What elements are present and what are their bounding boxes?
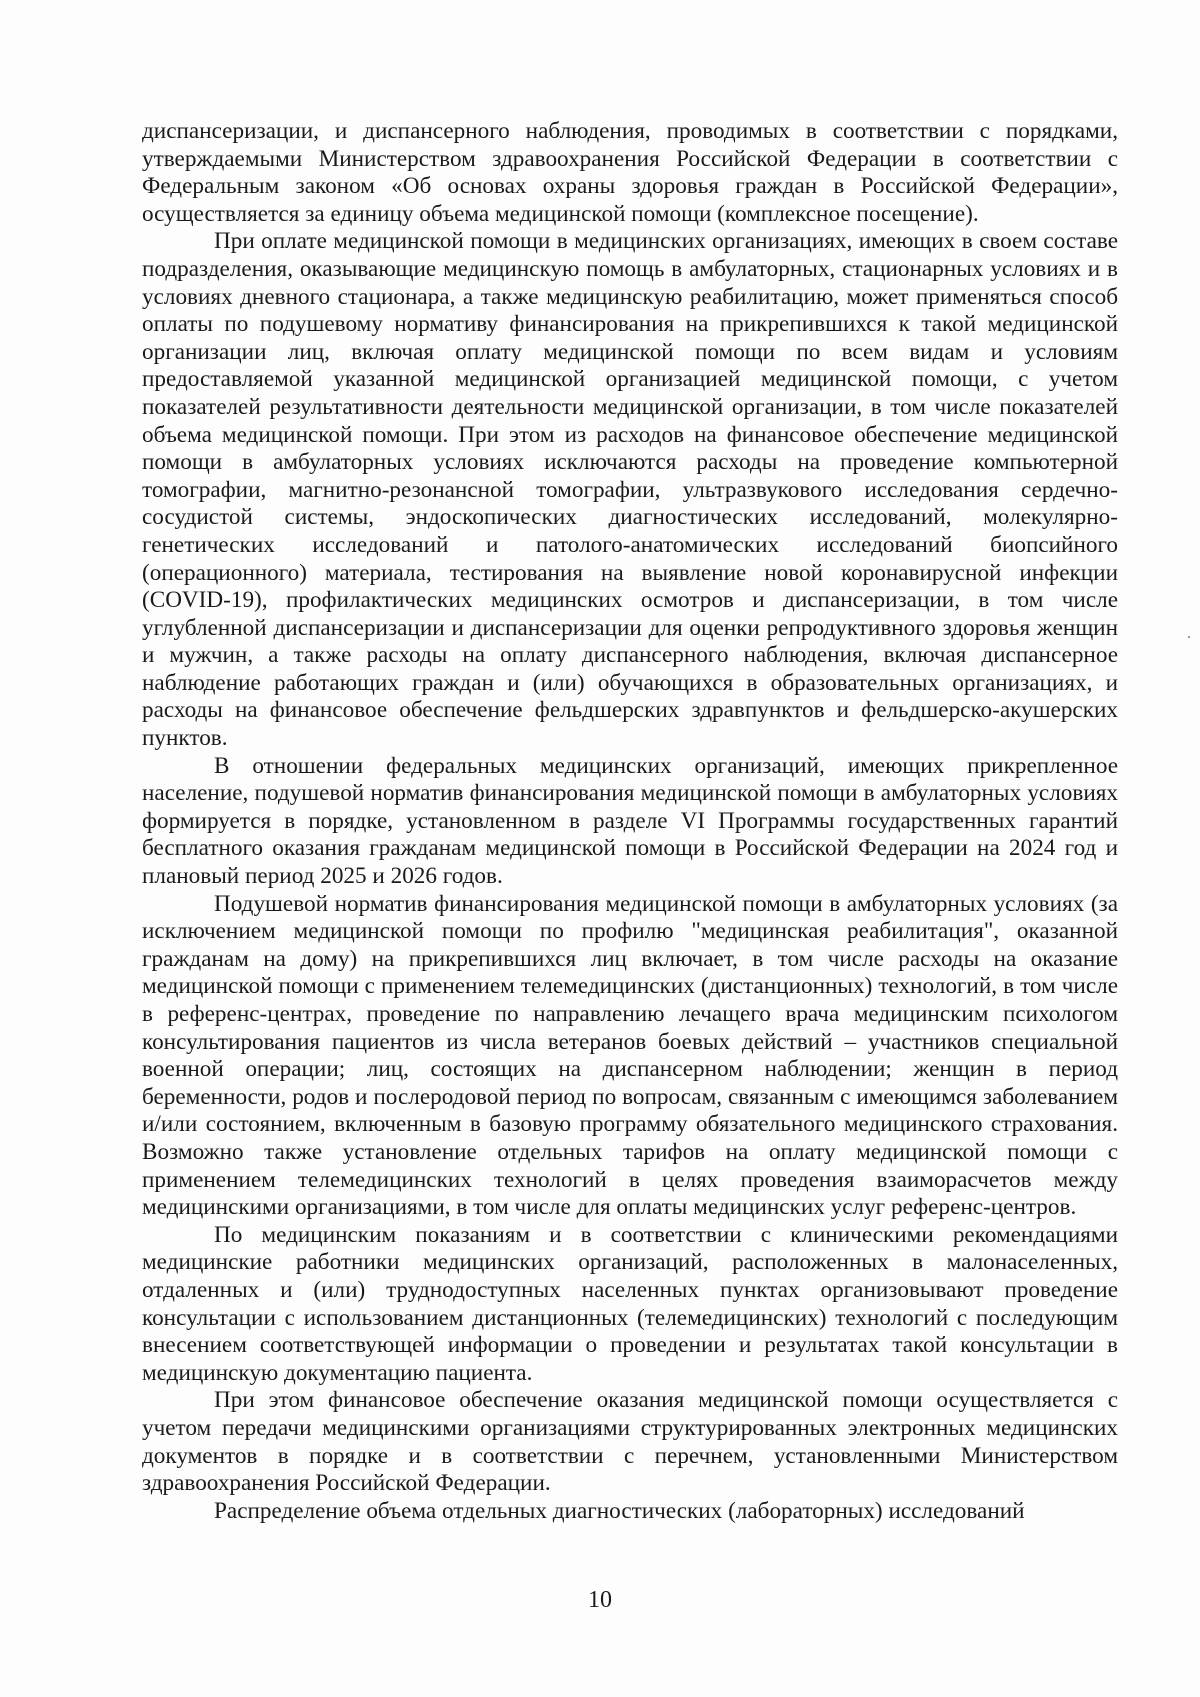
- paragraph-payment-method: При оплате медицинской помощи в медицинских организациях, имеющих в своем составе подразделения, оказывающие медицинскую помощь в амбулаторных, стационарных условиях и в условиях дневного стационара, а также медицинскую реабилитацию, может применяться способ оплаты по подушевому нормативу финансирования на прикрепившихся к такой медицинской организации лиц, включая оплату медицинской помощи по всем видам и условиям предоставляемой указанной медицинской организацией медицинской помощи, с учетом показателей результативности деятельности медицинской организации, в том числе показателей объема медицинской помощи. При этом из расходов на финансовое обеспечение медицинской помощи в амбулаторных условиях исключаются расходы на проведение компьютерной томографии, магнитно-резонансной томографии, ультразвукового исследования сердечно-сосудистой системы, эндоскопических диагностических исследований, молекулярно-генетических исследований и патолого-анатомических исследований биопсийного (операционного) материала, тестирования на выявление новой коронавирусной инфекции (COVID-19), профилактических медицинских осмотров и диспансеризации, в том числе углубленной диспансеризации и диспансеризации для оценки репродуктивного здоровья женщин и мужчин, а также расходы на оплату диспансерного наблюдения, включая диспансерное наблюдение работающих граждан и (или) обучающихся в образовательных организациях, и расходы на финансовое обеспечение фельдшерских здравпунктов и фельдшерско-акушерских пунктов.: [142, 228, 1118, 752]
- scan-artifact: [1188, 636, 1190, 638]
- document-body: [142, 118, 1118, 1525]
- paragraph-distribution-start: Распределение объема отдельных диагностических (лабораторных) исследований: [214, 1497, 1025, 1524]
- paragraph-electronic-documents: При этом финансовое обеспечение оказания медицинской помощи осуществляется с учетом передачи медицинскими организациями структурированных электронных медицинских документов в порядке и в соответствии с перечнем, установленными Министерством здравоохранения Российской Федерации.: [142, 1387, 1118, 1497]
- paragraph-federal-organizations: В отношении федеральных медицинских организаций, имеющих прикрепленное население, подушевой норматив финансирования медицинской помощи в амбулаторных условиях формируется в порядке, установленном в разделе VI Программы государственных гарантий бесплатного оказания гражданам медицинской помощи в Российской Федерации на 2024 год и плановый период 2025 и 2026 годов.: [142, 752, 1118, 890]
- paragraph-continuation: диспансеризации, и диспансерного наблюдения, проводимых в соответствии с порядками, утверждаемыми Министерством здравоохранения Российской Федерации в соответствии с Федеральным законом «Об основах охраны здоровья граждан в Российской Федерации», осуществляется за единицу объема медицинской помощи (комплексное посещение).: [142, 118, 1118, 227]
- paragraph-telemedicine-consultation: По медицинским показаниям и в соответствии с клиническими рекомендациями медицинские работники медицинских организаций, расположенных в малонаселенных, отдаленных и (или) труднодоступных населенных пунктах организовывают проведение консультации с использованием дистанционных (телемедицинских) технологий с последующим внесением соответствующей информации о проведении и результатах такой консультации в медицинскую документацию пациента.: [142, 1221, 1118, 1386]
- page-number: 10: [588, 1587, 612, 1613]
- paragraph-per-capita-standard: Подушевой норматив финансирования медицинской помощи в амбулаторных условиях (за исключением медицинской помощи по профилю "медицинская реабилитация", оказанной гражданам на дому) на прикрепившихся лиц включает, в том числе расходы на оказание медицинской помощи с применением телемедицинских (дистанционных) технологий, в том числе в референс-центрах, проведение по направлению лечащего врача медицинским психологом консультирования пациентов из числа ветеранов боевых действий – участников специальной военной операции; лиц, состоящих на диспансерном наблюдении; женщин в период беременности, родов и послеродовой период по вопросам, связанным с имеющимся заболеванием и/или состоянием, включенным в базовую программу обязательного медицинского страхования. Возможно также установление отдельных тарифов на оплату медицинской помощи с применением телемедицинских технологий в целях проведения взаиморасчетов между медицинскими организациями, в том числе для оплаты медицинских услуг референс-центров.: [142, 890, 1118, 1221]
